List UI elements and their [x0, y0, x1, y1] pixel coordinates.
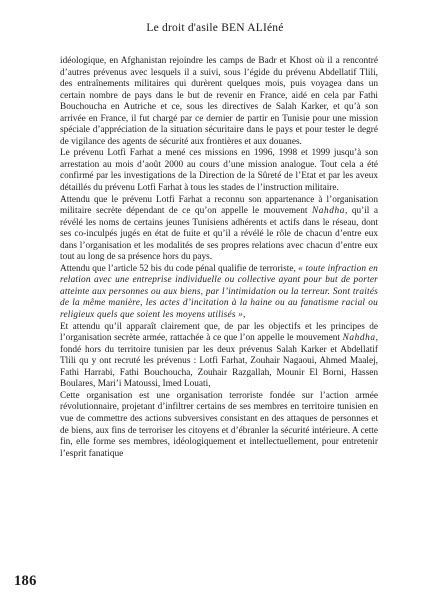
movement-name: Nahdha	[342, 333, 376, 344]
paragraph-3-text-a: Attendu que le prévenu Lotfi Farhat a reconnu son appartenance à l’organisation militaire secrète dépendant de ce qu’on appelle le mouvement	[60, 194, 378, 217]
paragraph-4	[60, 264, 378, 322]
body-text	[60, 56, 378, 460]
paragraph-1: idéologique, en Afghanistan rejoindre les camps de Badr et Khost où il a rencontré d’autres prévenus avec lesquels il a suivi, sous l’égide du prévenu Abdellatif Tlili, des entraînements militaires qui durèrent quelques mois, puis voyagea dans un certain nombre de pays dans le but de revenir en France, aidé en cela par Fathi Bouchoucha en Autriche et ce, sous les directives de Salah Karker, et qu’à son arrivée en France, il fut chargé par ce dernier de partir en Tunisie pour une mission spéciale d’appréciation de la situation sécuritaire dans le pays et pour tester le degré de vigilance des agents de sécurité aux frontières et aux douanes.	[60, 56, 378, 147]
paragraph-2: Le prévenu Lotfi Farhat a mené ces missions en 1996, 1998 et 1999 jusqu’à son arrestation au mois d’août 2000 au cours d’une mission analogue. Tout cela a été confirmé par les investigations de la Direction de la Sûreté de l’Etat et par les aveux détaillés du prévenu Lotfi Farhat à tous les stades de l’instruction militaire.	[60, 148, 378, 194]
paragraph-5	[60, 322, 378, 391]
legal-quote: « toute infraction en relation avec une entreprise individuelle ou collective ayant pour but de porter atteinte aux personnes ou aux biens, par l’intimidation ou la terreur. Sont traités de la même manière, les actes d’incitation à la haine ou au fanatisme racial ou religieux quels que soient les moyens utilisés »	[60, 263, 378, 321]
paragraph-3	[60, 195, 378, 264]
paragraph-3-text-b: , qu’il a révélé les noms de certains jeunes Tunisiens adhérents et actifs dans le réseau, dont ses co-inculpés jugés en état de fuite et qu’il a révélé le rôle de chacun d’entre eux dans l’organisation et les modalités de ses propres relations avec chacun d’entre eux tout au long de sa présence hors du pays.	[60, 206, 378, 263]
paragraph-5-text-a: Et attendu qu’il apparaît clairement que, de par les objectifs et les principes de l’organisation secrète armée, rattachée à ce que l’on appelle le mouvement	[60, 321, 378, 344]
movement-name: Nahdha	[311, 206, 346, 217]
page-number: 186	[14, 573, 37, 589]
running-header: Le droit d'asile BEN ALIéné	[146, 22, 284, 34]
paragraph-4-text-b: ,	[243, 310, 246, 321]
paragraph-6: Cette organisation est une organisation terroriste fondée sur l’action armée révolutionnaire, projetant d’infiltrer certains de ses membres en territoire tunisien en vue de commettre des actions subversives consistant en des attaques de personnes et de biens, aux fins de terroriser les citoyens et d’ébranler la sécurité intérieure. A cette fin, elle forme ses membres, idéologiquement et intellectuellement, pour entretenir l’esprit fanatique	[60, 390, 378, 459]
paragraph-5-text-b: , fondé hors du territoire tunisien par les deux prévenus Salah Karker et Abdellatif Tlili qu y ont recruté les prévenus : Lotfi Farhat, Zouhair Nagaoui, Ahmed Maalej, Fathi Harrabi, Fathi Bouchoucha, Zouhair Razgallah, Mounir El Borni, Hassen Boulares, Mari’i Matoussi, Imed Louati,	[60, 333, 378, 390]
paragraph-4-text-a: Attendu que l’article 52 bis du code pénal qualifie de terroriste,	[60, 263, 299, 274]
